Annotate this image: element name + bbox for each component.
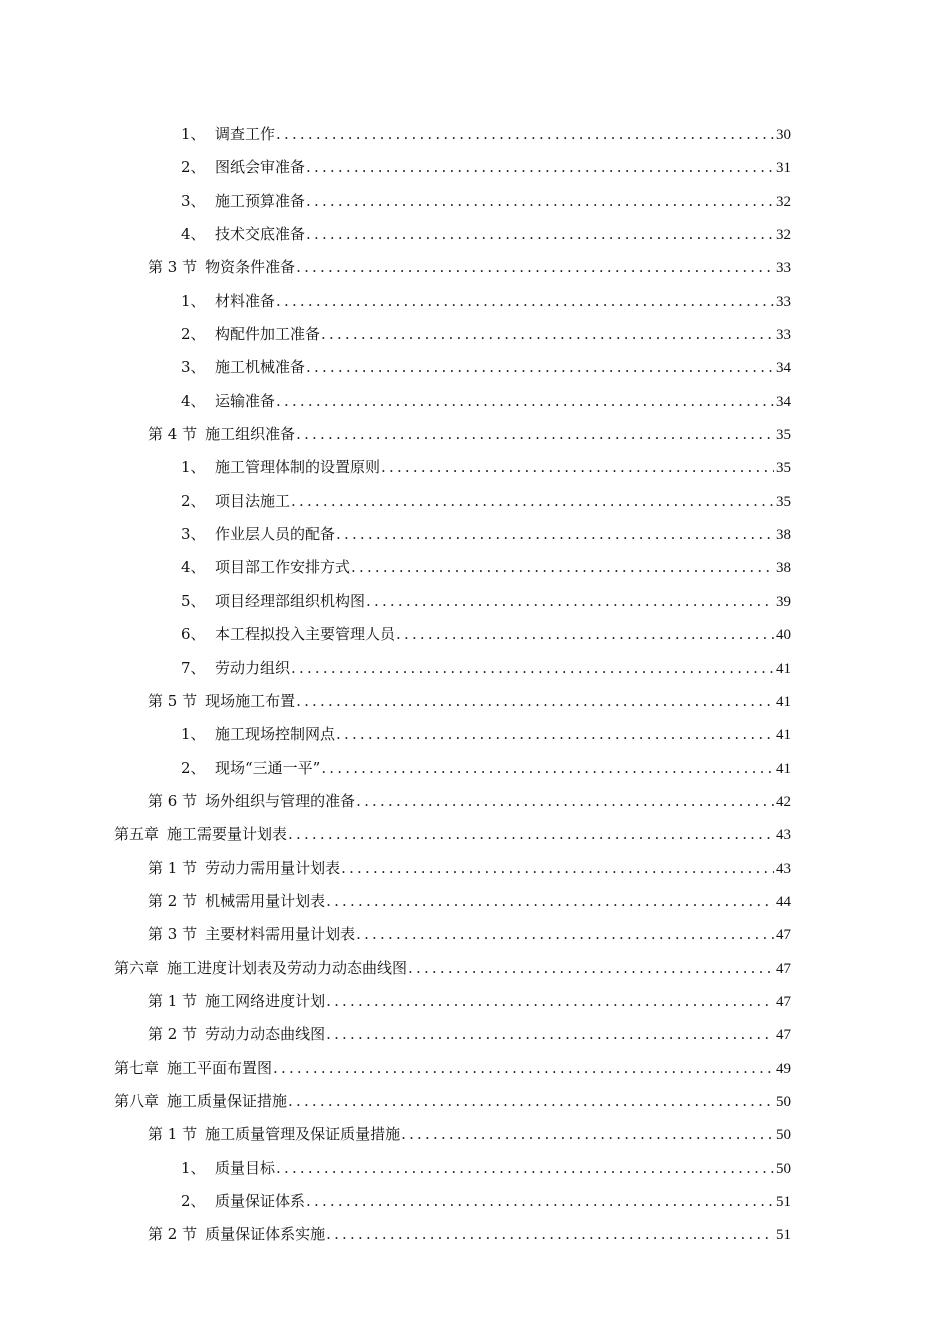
toc-entry[interactable] bbox=[0, 251, 950, 284]
toc-entry-title: 施工质量保证措施 bbox=[167, 1091, 288, 1110]
toc-dot-leader bbox=[296, 685, 774, 718]
toc-entry[interactable] bbox=[0, 1085, 950, 1118]
toc-entry-title: 项目经理部组织机构图 bbox=[215, 591, 366, 610]
toc-entry[interactable] bbox=[0, 1185, 950, 1218]
toc-entry-page-number: 39 bbox=[776, 593, 791, 610]
toc-dot-leader bbox=[326, 1218, 774, 1251]
toc-entry[interactable] bbox=[0, 618, 950, 651]
toc-entry-number: 2、 bbox=[181, 158, 206, 177]
toc-entry[interactable] bbox=[0, 652, 950, 685]
toc-entry-title: 施工质量管理及保证质量措施 bbox=[205, 1125, 401, 1144]
toc-entry-title: 构配件加工准备 bbox=[215, 325, 321, 344]
toc-entry-number: 第 1 节 bbox=[148, 1125, 198, 1144]
toc-entry-number: 第 3 节 bbox=[148, 258, 198, 277]
toc-entry-title: 施工预算准备 bbox=[215, 191, 306, 210]
toc-entry-number: 3、 bbox=[181, 525, 206, 544]
toc-entry-page-number: 35 bbox=[776, 427, 791, 444]
toc-entry-page-number: 35 bbox=[776, 493, 791, 510]
toc-entry-title: 质量目标 bbox=[215, 1158, 276, 1177]
toc-dot-leader bbox=[276, 1152, 774, 1185]
toc-entry-title: 施工机械准备 bbox=[215, 358, 306, 377]
toc-entry-page-number: 34 bbox=[776, 393, 791, 410]
toc-entry[interactable] bbox=[0, 418, 950, 451]
toc-entry-page-number: 50 bbox=[776, 1093, 791, 1110]
toc-dot-leader bbox=[291, 485, 774, 518]
toc-entry-title: 现场施工布置 bbox=[205, 691, 296, 710]
toc-entry-title: 施工管理体制的设置原则 bbox=[215, 458, 381, 477]
toc-entry[interactable] bbox=[0, 1118, 950, 1151]
toc-entry[interactable] bbox=[0, 318, 950, 351]
toc-entry-page-number: 50 bbox=[776, 1127, 791, 1144]
toc-entry-title: 作业层人员的配备 bbox=[215, 525, 336, 544]
toc-dot-leader bbox=[326, 1018, 774, 1051]
toc-entry-title: 施工组织准备 bbox=[205, 425, 296, 444]
toc-entry-page-number: 30 bbox=[776, 127, 791, 143]
toc-entry-title: 现场“三通一平” bbox=[215, 758, 321, 777]
toc-entry-page-number: 44 bbox=[776, 893, 791, 910]
toc-dot-leader bbox=[341, 852, 774, 885]
toc-entry-page-number: 33 bbox=[776, 327, 791, 344]
toc-entry[interactable] bbox=[0, 185, 950, 218]
toc-entry-page-number: 33 bbox=[776, 260, 791, 277]
toc-entry-page-number: 35 bbox=[776, 460, 791, 477]
toc-entry[interactable] bbox=[0, 118, 950, 151]
toc-dot-leader bbox=[306, 185, 774, 218]
toc-entry[interactable] bbox=[0, 985, 950, 1018]
toc-entry-number: 第 5 节 bbox=[148, 691, 198, 710]
toc-dot-leader bbox=[336, 718, 774, 751]
toc-entry-title: 项目法施工 bbox=[215, 491, 291, 510]
toc-entry-page-number: 40 bbox=[776, 627, 791, 644]
toc-entry-title: 劳动力动态曲线图 bbox=[205, 1025, 326, 1044]
toc-entry-title: 施工平面布置图 bbox=[167, 1058, 273, 1077]
toc-entry-number: 2、 bbox=[181, 325, 206, 344]
toc-entry-page-number: 41 bbox=[776, 693, 791, 710]
toc-entry-number: 第 4 节 bbox=[148, 425, 198, 444]
toc-entry[interactable] bbox=[0, 385, 950, 418]
toc-entry[interactable] bbox=[0, 551, 950, 584]
toc-entry-page-number: 32 bbox=[776, 227, 791, 244]
toc-entry-page-number: 51 bbox=[776, 1227, 791, 1244]
toc-entry[interactable] bbox=[0, 752, 950, 785]
toc-entry[interactable] bbox=[0, 585, 950, 618]
toc-entry-number: 6、 bbox=[181, 625, 206, 644]
toc-entry-number: 第五章 bbox=[114, 825, 160, 844]
toc-entry-number: 第 2 节 bbox=[148, 1025, 198, 1044]
toc-entry-number: 第 1 节 bbox=[148, 858, 198, 877]
toc-entry-title: 物资条件准备 bbox=[205, 258, 296, 277]
toc-entry-page-number: 41 bbox=[776, 660, 791, 677]
toc-dot-leader bbox=[326, 885, 774, 918]
toc-entry-number: 5、 bbox=[181, 591, 206, 610]
toc-entry-title: 施工现场控制网点 bbox=[215, 725, 336, 744]
toc-entry-title: 技术交底准备 bbox=[215, 225, 306, 244]
toc-dot-leader bbox=[401, 1118, 774, 1151]
toc-entry[interactable] bbox=[0, 1052, 950, 1085]
toc-entry-number: 第 1 节 bbox=[148, 991, 198, 1010]
toc-entry-page-number: 47 bbox=[776, 993, 791, 1010]
toc-dot-leader bbox=[288, 818, 774, 851]
toc-entry-page-number: 49 bbox=[776, 1060, 791, 1077]
toc-dot-leader bbox=[276, 285, 774, 318]
toc-entry-page-number: 50 bbox=[776, 1160, 791, 1177]
toc-dot-leader bbox=[356, 918, 774, 951]
toc-entry-title: 劳动力组织 bbox=[215, 658, 291, 677]
toc-entry-number: 2、 bbox=[181, 491, 206, 510]
toc-entry-number: 1、 bbox=[181, 725, 206, 744]
toc-entry-title: 主要材料需用量计划表 bbox=[205, 925, 356, 944]
toc-entry[interactable] bbox=[0, 485, 950, 518]
toc-entry-number: 第 6 节 bbox=[148, 791, 198, 810]
toc-entry[interactable] bbox=[0, 218, 950, 251]
toc-entry-number: 4、 bbox=[181, 225, 206, 244]
toc-dot-leader bbox=[296, 251, 774, 284]
toc-entry-number: 第六章 bbox=[114, 958, 160, 977]
toc-entry-number: 第七章 bbox=[114, 1058, 160, 1077]
toc-entry[interactable] bbox=[0, 151, 950, 184]
toc-entry[interactable] bbox=[0, 518, 950, 551]
toc-entry-title: 材料准备 bbox=[215, 291, 276, 310]
toc-entry-number: 3、 bbox=[181, 191, 206, 210]
toc-entry-page-number: 51 bbox=[776, 1194, 791, 1210]
toc-dot-leader bbox=[408, 952, 774, 985]
toc-dot-leader bbox=[306, 1185, 774, 1218]
toc-dot-leader bbox=[326, 985, 774, 1018]
toc-dot-leader bbox=[351, 551, 774, 584]
toc-entry-number: 2、 bbox=[181, 758, 206, 777]
toc-entry[interactable] bbox=[0, 785, 950, 818]
toc-entry-page-number: 47 bbox=[776, 1027, 791, 1044]
toc-entry-page-number: 38 bbox=[776, 560, 791, 577]
toc-dot-leader bbox=[276, 385, 774, 418]
toc-entry-title: 质量保证体系实施 bbox=[205, 1225, 326, 1244]
toc-entry[interactable] bbox=[0, 818, 950, 851]
toc-entry-title: 机械需用量计划表 bbox=[205, 891, 326, 910]
toc-dot-leader bbox=[296, 418, 774, 451]
toc-entry-page-number: 42 bbox=[776, 793, 791, 810]
toc-entry-number: 第 3 节 bbox=[148, 925, 198, 944]
toc-dot-leader bbox=[381, 451, 774, 484]
toc-entry-number: 1、 bbox=[181, 458, 206, 477]
toc-dot-leader bbox=[291, 652, 774, 685]
toc-dot-leader bbox=[273, 1052, 774, 1085]
toc-entry-page-number: 38 bbox=[776, 527, 791, 544]
toc-entry-page-number: 41 bbox=[776, 760, 791, 777]
toc-entry[interactable] bbox=[0, 718, 950, 751]
table-of-contents bbox=[0, 118, 950, 1252]
toc-dot-leader bbox=[356, 785, 774, 818]
toc-entry-number: 第 2 节 bbox=[148, 1225, 198, 1244]
toc-entry[interactable] bbox=[0, 885, 950, 918]
toc-entry-title: 场外组织与管理的准备 bbox=[205, 791, 356, 810]
toc-entry-page-number: 31 bbox=[776, 160, 791, 177]
toc-entry-title: 图纸会审准备 bbox=[215, 158, 306, 177]
toc-entry[interactable] bbox=[0, 1218, 950, 1251]
toc-dot-leader bbox=[306, 218, 774, 251]
toc-entry[interactable] bbox=[0, 952, 950, 985]
toc-entry-number: 1、 bbox=[181, 1158, 206, 1177]
toc-dot-leader bbox=[288, 1085, 774, 1118]
toc-dot-leader bbox=[306, 351, 774, 384]
toc-dot-leader bbox=[366, 585, 774, 618]
toc-entry-number: 1、 bbox=[181, 291, 206, 310]
toc-entry-number: 4、 bbox=[181, 391, 206, 410]
toc-entry-page-number: 47 bbox=[776, 927, 791, 944]
toc-dot-leader bbox=[276, 118, 774, 151]
toc-entry-number: 第八章 bbox=[114, 1091, 160, 1110]
toc-entry-number: 3、 bbox=[181, 358, 206, 377]
toc-entry[interactable] bbox=[0, 1018, 950, 1051]
toc-entry-number: 4、 bbox=[181, 558, 206, 577]
toc-entry-page-number: 41 bbox=[776, 727, 791, 744]
toc-entry[interactable] bbox=[0, 451, 950, 484]
toc-dot-leader bbox=[321, 318, 774, 351]
toc-entry-page-number: 32 bbox=[776, 193, 791, 210]
toc-entry-number: 2、 bbox=[181, 1192, 206, 1210]
toc-entry-page-number: 33 bbox=[776, 293, 791, 310]
toc-entry-page-number: 43 bbox=[776, 827, 791, 844]
toc-entry-title: 调查工作 bbox=[215, 125, 276, 143]
toc-entry-page-number: 43 bbox=[776, 860, 791, 877]
toc-entry-title: 施工进度计划表及劳动力动态曲线图 bbox=[167, 958, 408, 977]
toc-entry-title: 施工网络进度计划 bbox=[205, 991, 326, 1010]
toc-dot-leader bbox=[396, 618, 774, 651]
toc-dot-leader bbox=[321, 752, 774, 785]
toc-entry[interactable] bbox=[0, 351, 950, 384]
toc-entry[interactable] bbox=[0, 918, 950, 951]
toc-entry-title: 质量保证体系 bbox=[215, 1192, 306, 1210]
toc-entry-number: 第 2 节 bbox=[148, 891, 198, 910]
toc-entry-title: 运输准备 bbox=[215, 391, 276, 410]
toc-dot-leader bbox=[306, 151, 774, 184]
toc-dot-leader bbox=[336, 518, 774, 551]
toc-entry[interactable] bbox=[0, 1152, 950, 1185]
toc-entry-number: 1、 bbox=[181, 125, 206, 143]
toc-entry-page-number: 34 bbox=[776, 360, 791, 377]
toc-entry-title: 施工需要量计划表 bbox=[167, 825, 288, 844]
toc-entry-title: 劳动力需用量计划表 bbox=[205, 858, 341, 877]
toc-entry[interactable] bbox=[0, 685, 950, 718]
toc-entry[interactable] bbox=[0, 852, 950, 885]
toc-entry-title: 项目部工作安排方式 bbox=[215, 558, 351, 577]
toc-entry[interactable] bbox=[0, 285, 950, 318]
toc-entry-number: 7、 bbox=[181, 658, 206, 677]
toc-entry-page-number: 47 bbox=[776, 960, 791, 977]
toc-entry-title: 本工程拟投入主要管理人员 bbox=[215, 625, 396, 644]
